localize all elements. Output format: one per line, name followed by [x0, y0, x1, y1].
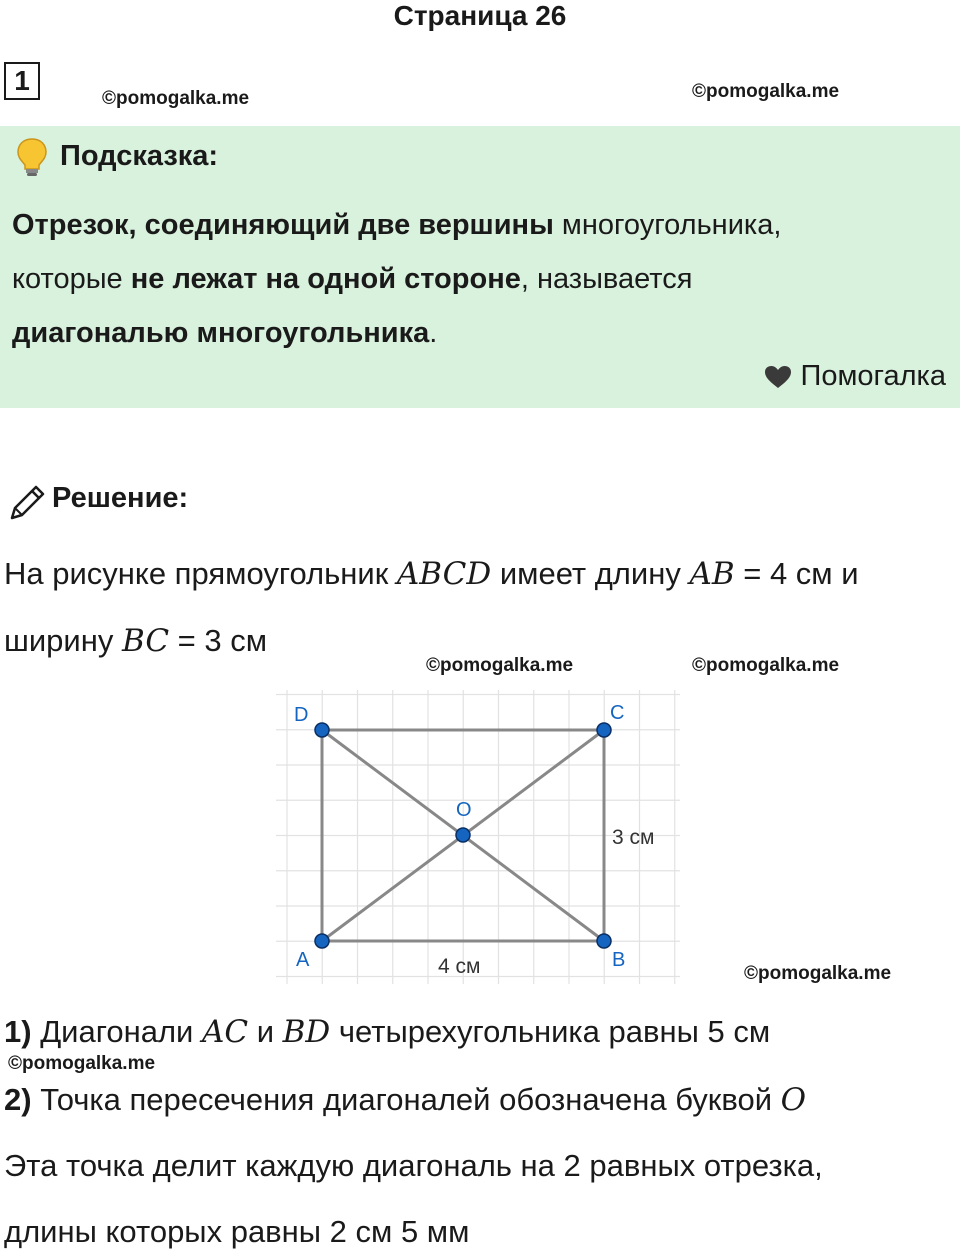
watermark: ©pomogalka.me: [8, 1053, 156, 1074]
solution-line-6: длины которых равны 2 см 5 мм: [4, 1214, 470, 1249]
watermark: ©pomogalka.me: [744, 963, 892, 984]
lightbulb-icon: [14, 136, 50, 178]
label-a: A: [296, 949, 310, 971]
label-b: B: [612, 949, 626, 971]
hint-line-3: диагональю многоугольника.: [12, 317, 438, 349]
point-d: [315, 723, 329, 737]
heart-icon: [763, 364, 793, 390]
watermark: ©pomogalka.me: [692, 655, 840, 676]
solution-line-2: ширину BC = 3 см: [4, 623, 268, 659]
pencil-icon: [6, 482, 48, 524]
task-number: 1: [4, 62, 40, 100]
hint-text: [12, 198, 942, 360]
point-c: [597, 723, 611, 737]
label-c: C: [610, 702, 625, 724]
point-a: [315, 934, 329, 948]
hint-line-1: Отрезок, соединяющий две вершины многоугольника,: [12, 209, 782, 241]
watermark: ©pomogalka.me: [426, 655, 574, 676]
page-title: Страница 26: [393, 0, 567, 31]
hint-title: Подсказка:: [60, 140, 219, 172]
hint-line-2: которые не лежат на одной стороне, называется: [12, 263, 693, 295]
side-ab-length: 4 см: [438, 955, 481, 978]
solution-item-2: 2) Точка пересечения диагоналей обозначена буквой O: [4, 1082, 807, 1118]
label-o: O: [456, 799, 472, 821]
watermark: ©pomogalka.me: [102, 88, 250, 109]
side-bc-length: 3 см: [612, 826, 655, 849]
label-d: D: [294, 704, 309, 726]
solution-line-5: Эта точка делит каждую диагональ на 2 равных отрезка,: [4, 1148, 823, 1183]
watermark: ©pomogalka.me: [692, 81, 840, 102]
brand-name: Помогалка: [800, 360, 946, 392]
point-b: [597, 934, 611, 948]
rectangle-figure: [270, 684, 682, 986]
solution-item-1: 1) Диагонали AC и BD четырехугольника равны 5 см: [4, 1014, 771, 1050]
solution-title: Решение:: [52, 482, 189, 514]
solution-line-1: На рисунке прямоугольник ABCD имеет длину AB = 4 см и: [4, 556, 859, 592]
brand: [763, 360, 946, 393]
point-o: [456, 828, 470, 842]
